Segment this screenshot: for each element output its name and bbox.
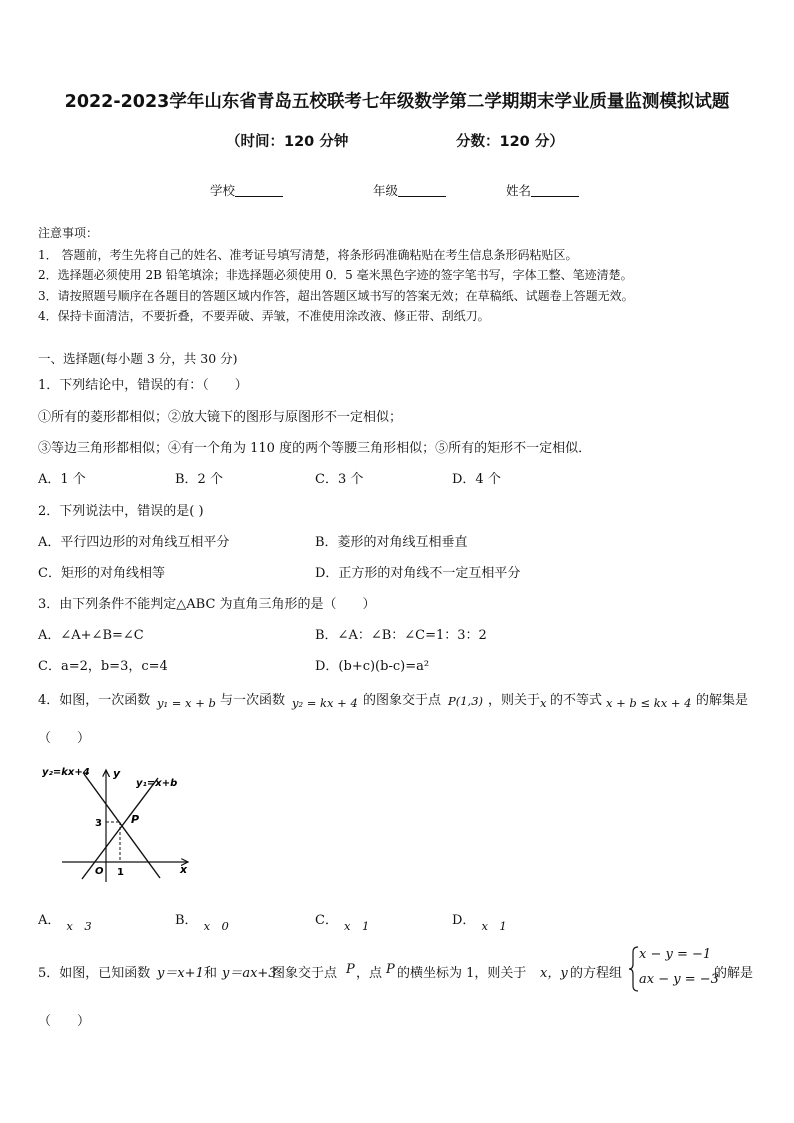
q4-stem-part: 与一次函数 [220, 693, 286, 708]
notes-heading: 注意事项： [38, 226, 99, 240]
q1-option-d: D．4 个 [452, 472, 501, 487]
q1-line1: ①所有的菱形都相似；②放大镜下的图形与原图形不一定相似； [38, 410, 403, 425]
exam-time: （时间：120 分钟 [226, 134, 349, 150]
note-item: 3．请按照题号顺序在各题目的答题区域内作答，超出答题区域书写的答案无效；在草稿纸、试题卷上答题无效。 [38, 289, 634, 303]
q2-stem: 2．下列说法中，错误的是( ) [38, 504, 204, 519]
q1-option-a: A．1 个 [38, 472, 86, 487]
q5-point-p: P [386, 962, 395, 977]
tick-label-1: 1 [117, 867, 124, 878]
q4-stem-part: ，则关于 [488, 693, 541, 708]
exam-score: 分数：120 分） [456, 134, 564, 150]
q5-stem-part: 图象交于点 [272, 966, 338, 981]
q5-equation-1: x − y = −1 [639, 947, 712, 962]
q4-option-d: D． x 1 [452, 913, 507, 933]
school-field: 学校 [210, 181, 283, 199]
note-item: 1． 答题前，考生先将自己的姓名、准考证号填写清楚，将条形码准确粘贴在考生信息条形码粘贴区。 [38, 248, 578, 262]
q5-point-p: P [346, 962, 355, 977]
q4-option-a: A． x 3 [38, 913, 92, 933]
q3-option-d: D．(b+c)(b-c)=a² [315, 659, 430, 674]
grade-field: 年级 [373, 181, 446, 199]
q2-option-b: B．菱形的对角线互相垂直 [315, 535, 468, 550]
section-heading: 一、选择题(每小题 3 分，共 30 分) [38, 351, 238, 366]
q4-graph [40, 760, 200, 885]
q3-option-b: B．∠A：∠B：∠C=1：3：2 [315, 628, 487, 643]
label-y2: y₂=kx+4 [42, 767, 90, 778]
name-field: 姓名 [506, 181, 579, 199]
q4-stem-part: 的图象交于点 [363, 693, 442, 708]
q5-stem-part: ，点 [356, 966, 383, 981]
q4-answer-paren: （ ） [38, 731, 91, 746]
q5-stem-part: 的横坐标为 1，则关于 [397, 966, 527, 981]
axis-label-x: x [180, 863, 188, 876]
q4-stem-part: 的解集是 [696, 693, 749, 708]
q5-stem-part: 和 [204, 966, 218, 981]
q4-formula-y2: y₂ = kx + 4 [292, 696, 358, 710]
page-title: 2022-2023学年山东省青岛五校联考七年级数学第二学期期末学业质量监测模拟试题 [64, 92, 730, 112]
grade-blank [398, 184, 446, 197]
q5-vars: x，y [540, 966, 568, 981]
q5-answer-paren: （ ） [38, 1014, 91, 1029]
origin-label: O [95, 866, 104, 877]
q4-stem-part: 的不等式 [550, 693, 603, 708]
q3-stem: 3．由下列条件不能判定△ABC 为直角三角形的是（ ） [38, 597, 376, 612]
q5-stem-part: 的解是 [714, 966, 754, 981]
q4-var-x: x [540, 696, 547, 710]
name-blank [531, 184, 579, 197]
note-item: 4．保持卡面清洁，不要折叠，不要弄破、弄皱，不准使用涂改液、修正带、刮纸刀。 [38, 309, 490, 323]
q4-option-c: C． x 1 [315, 913, 370, 933]
q5-equation-2: ax − y = −3 [639, 972, 719, 987]
q1-option-c: C．3 个 [315, 472, 364, 487]
note-item: 2．选择题必须使用 2B 铅笔填涂；非选择题必须使用 0．5 毫米黑色字迹的签字笔书写，字体工整、笔迹清楚。 [38, 268, 633, 282]
q5-formula-2: y＝ax+3 [222, 966, 277, 981]
q4-formula-y1: y₁ = x + b [157, 696, 216, 710]
school-blank [235, 184, 283, 197]
q3-option-c: C．a=2，b=3，c=4 [38, 659, 168, 674]
q4-stem-part: 4．如图，一次函数 [38, 693, 151, 708]
q4-inequality: x + b ≤ kx + 4 [606, 696, 692, 710]
q5-stem-part: 的方程组 [570, 966, 623, 981]
q5-stem-part: 5．如图，已知函数 [38, 966, 151, 981]
q3-option-a: A．∠A+∠B=∠C [38, 628, 144, 643]
point-label-p: P [131, 813, 140, 826]
q2-option-a: A．平行四边形的对角线互相平分 [38, 535, 230, 550]
q1-line2: ③等边三角形都相似；④有一个角为 110 度的两个等腰三角形相似；⑤所有的矩形不一定相似． [38, 441, 592, 456]
q2-option-c: C．矩形的对角线相等 [38, 566, 165, 581]
q4-point-p: P(1,3) [448, 694, 483, 708]
q1-stem: 1．下列结论中，错误的有：（ ） [38, 378, 248, 393]
axis-label-y: y [113, 767, 121, 780]
q4-option-b: B． x 0 [175, 913, 229, 933]
label-y1: y₁=x+b [136, 778, 178, 789]
tick-label-3: 3 [95, 818, 102, 829]
q2-option-d: D．正方形的对角线不一定互相平分 [315, 566, 521, 581]
q5-formula-1: y＝x+1 [157, 966, 204, 981]
q1-option-b: B．2 个 [175, 472, 223, 487]
